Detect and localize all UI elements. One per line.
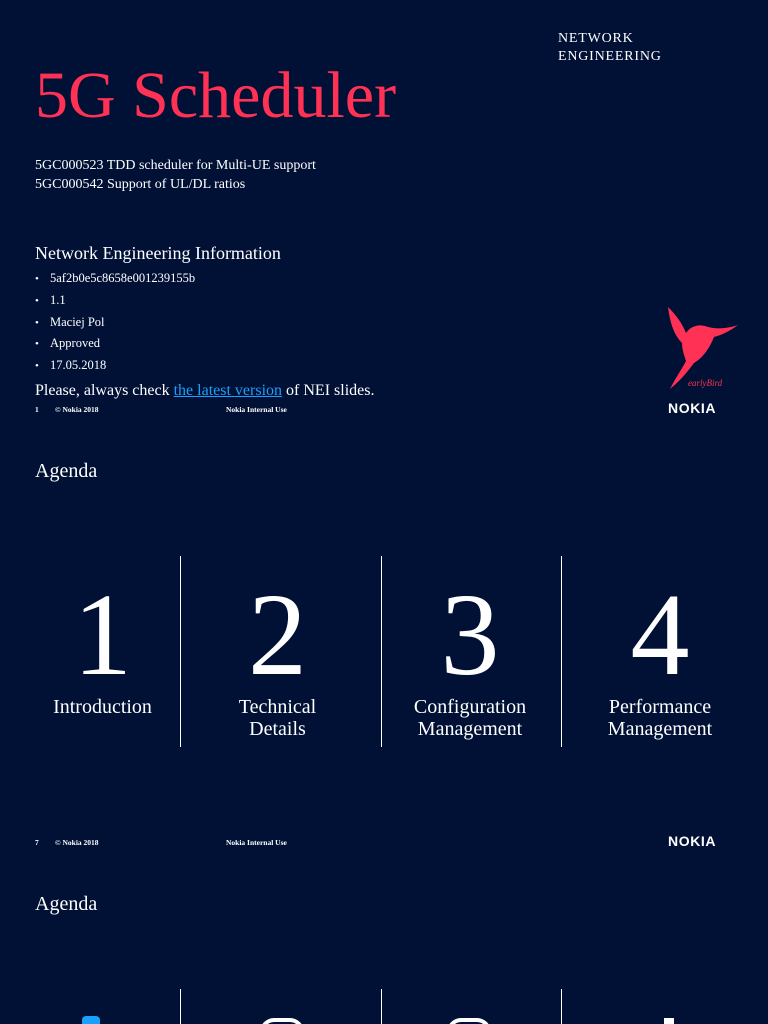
latest-version-link[interactable]: the latest version [173, 382, 283, 399]
footer-copyright: © Nokia 2018 [55, 838, 99, 847]
agenda-item-3 [390, 569, 550, 740]
nei-item-date: • 17.05.2018 [35, 355, 195, 377]
agenda-number: 4 [630, 569, 690, 700]
nei-info-list [35, 268, 195, 377]
nokia-logo: NOKIA [668, 833, 717, 849]
agenda-number: 1 [73, 569, 132, 700]
nei-item-status: • Approved [35, 333, 195, 355]
bullet-icon: • [35, 273, 39, 285]
nei-item-version: • 1.1 [35, 290, 195, 312]
bullet-icon: • [35, 316, 39, 329]
agenda-item-1 [35, 569, 170, 718]
title-slide [0, 0, 768, 433]
feature-list [35, 157, 316, 194]
bullet-icon: • [35, 338, 39, 351]
agenda-label: Performance Management [607, 696, 713, 740]
early-bird-badge: earlyBird [688, 378, 723, 388]
nokia-logo: NOKIA [668, 400, 717, 416]
feature-item: 5GC000542 Support of UL/DL ratios [35, 176, 246, 192]
column-divider [180, 556, 181, 747]
agenda-number-fragment [260, 1018, 304, 1024]
agenda-heading: Agenda [35, 893, 98, 915]
agenda-item-4 [575, 569, 745, 740]
footer-copyright: © Nokia 2018 [55, 405, 99, 414]
agenda-item-2 [190, 569, 365, 740]
column-divider [561, 989, 562, 1024]
column-divider [180, 989, 181, 1024]
bullet-icon: • [35, 360, 39, 373]
agenda-label: Technical Details [238, 696, 317, 740]
agenda-number-fragment [447, 1018, 491, 1024]
footer-page-number: 1 [35, 405, 39, 414]
division-label: NETWORK ENGINEERING [558, 31, 662, 64]
nei-item-id: • 5af2b0e5c8658e001239155b [35, 268, 195, 290]
column-divider [381, 556, 382, 747]
agenda-label: Introduction [53, 696, 152, 718]
agenda-slide [0, 433, 768, 866]
agenda-heading: Agenda [35, 460, 98, 482]
agenda-label: Configuration Management [413, 696, 527, 740]
nei-item-author: • Maciej Pol [35, 312, 195, 334]
latest-version-note: Please, always check the latest version of NEI slides. [35, 382, 375, 399]
nei-heading: Network Engineering Information [35, 243, 281, 263]
agenda-number-fragment [82, 1016, 100, 1024]
agenda-number: 3 [440, 569, 500, 700]
column-divider [381, 989, 382, 1024]
column-divider [561, 556, 562, 747]
agenda-number-fragment [664, 1018, 674, 1024]
agenda-number: 2 [248, 569, 307, 700]
agenda-slide-partial [0, 866, 768, 1024]
bullet-icon: • [35, 294, 39, 307]
footer-usage: Nokia Internal Use [226, 405, 287, 414]
footer-page-number: 7 [35, 838, 39, 847]
slide-title: 5G Scheduler [35, 59, 397, 132]
footer-usage: Nokia Internal Use [226, 838, 287, 847]
feature-item: 5GC000523 TDD scheduler for Multi-UE support [35, 158, 316, 173]
